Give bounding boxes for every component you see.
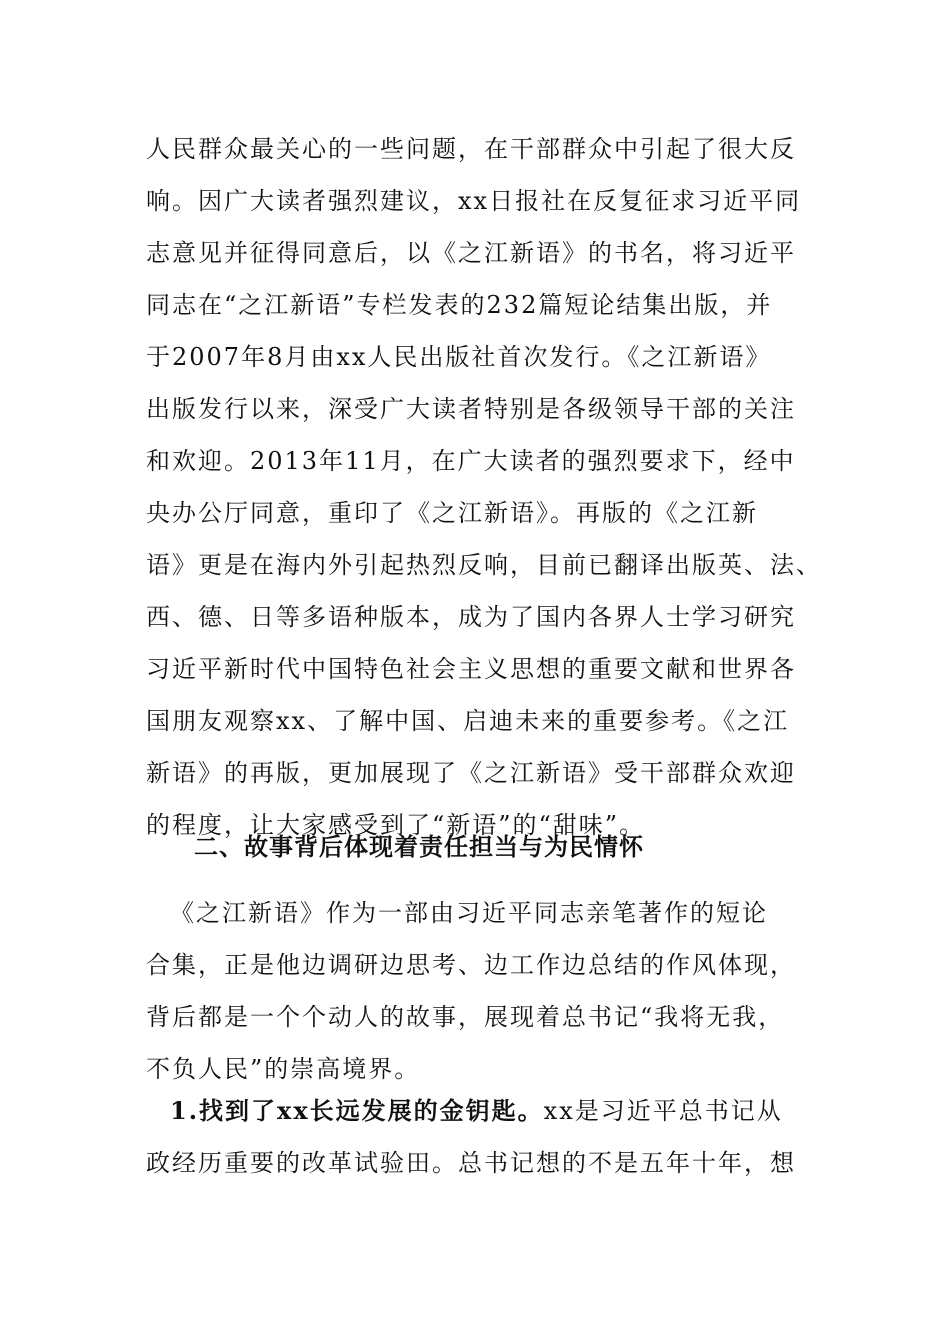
paragraph-3-line: 政经历重要的改革试验田。总书记想的不是五年十年，想 — [146, 1149, 796, 1177]
paragraph-2-line: 合集，正是他边调研边思考、边工作边总结的作风体现， — [146, 951, 796, 979]
paragraph-2-line: 《之江新语》作为一部由习近平同志亲笔著作的短论 — [170, 899, 768, 927]
paragraph-1-line: 新语》的再版，更加展现了《之江新语》受干部群众欢迎 — [146, 759, 796, 787]
paragraph-3-bold-lead: 1.找到了xx长远发展的金钥匙。 — [170, 1096, 544, 1125]
paragraph-3-lead-rest: xx是习近平总书记从 — [543, 1097, 783, 1125]
section-heading: 二、故事背后体现着责任担当与为民情怀 — [194, 833, 644, 861]
paragraph-1-line: 央办公厅同意，重印了《之江新语》。再版的《之江新 — [146, 499, 758, 527]
paragraph-1-line: 志意见并征得同意后，以《之江新语》的书名，将习近平 — [146, 239, 796, 267]
paragraph-1-line: 国朋友观察xx、了解中国、启迪未来的重要参考。《之江 — [146, 707, 790, 735]
paragraph-1-line: 人民群众最关心的一些问题，在干部群众中引起了很大反 — [146, 135, 796, 163]
paragraph-1-line: 的程度，让大家感受到了“新语”的“甜味”。 — [146, 811, 646, 839]
paragraph-1-line: 西、德、日等多语种版本，成为了国内各界人士学习研究 — [146, 603, 796, 631]
paragraph-1-line: 于2007年8月由xx人民出版社首次发行。《之江新语》 — [146, 343, 772, 371]
paragraph-1-line: 响。因广大读者强烈建议，xx日报社在反复征求习近平同 — [146, 187, 802, 215]
paragraph-2-line: 背后都是一个个动人的故事，展现着总书记“我将无我， — [146, 1003, 785, 1031]
paragraph-1-line: 出版发行以来，深受广大读者特别是各级领导干部的关注 — [146, 395, 796, 423]
paragraph-2-line: 不负人民”的崇高境界。 — [146, 1055, 421, 1083]
paragraph-1-line: 习近平新时代中国特色社会主义思想的重要文献和世界各 — [146, 655, 796, 683]
paragraph-1-line: 和欢迎。2013年11月，在广大读者的强烈要求下，经中 — [146, 447, 796, 475]
paragraph-1-line: 同志在“之江新语”专栏发表的232篇短论结集出版，并 — [146, 291, 773, 319]
paragraph-1-line: 语》更是在海内外引起热烈反响，目前已翻译出版英、法、 — [146, 551, 822, 579]
paragraph-3-first-line — [170, 1096, 783, 1126]
